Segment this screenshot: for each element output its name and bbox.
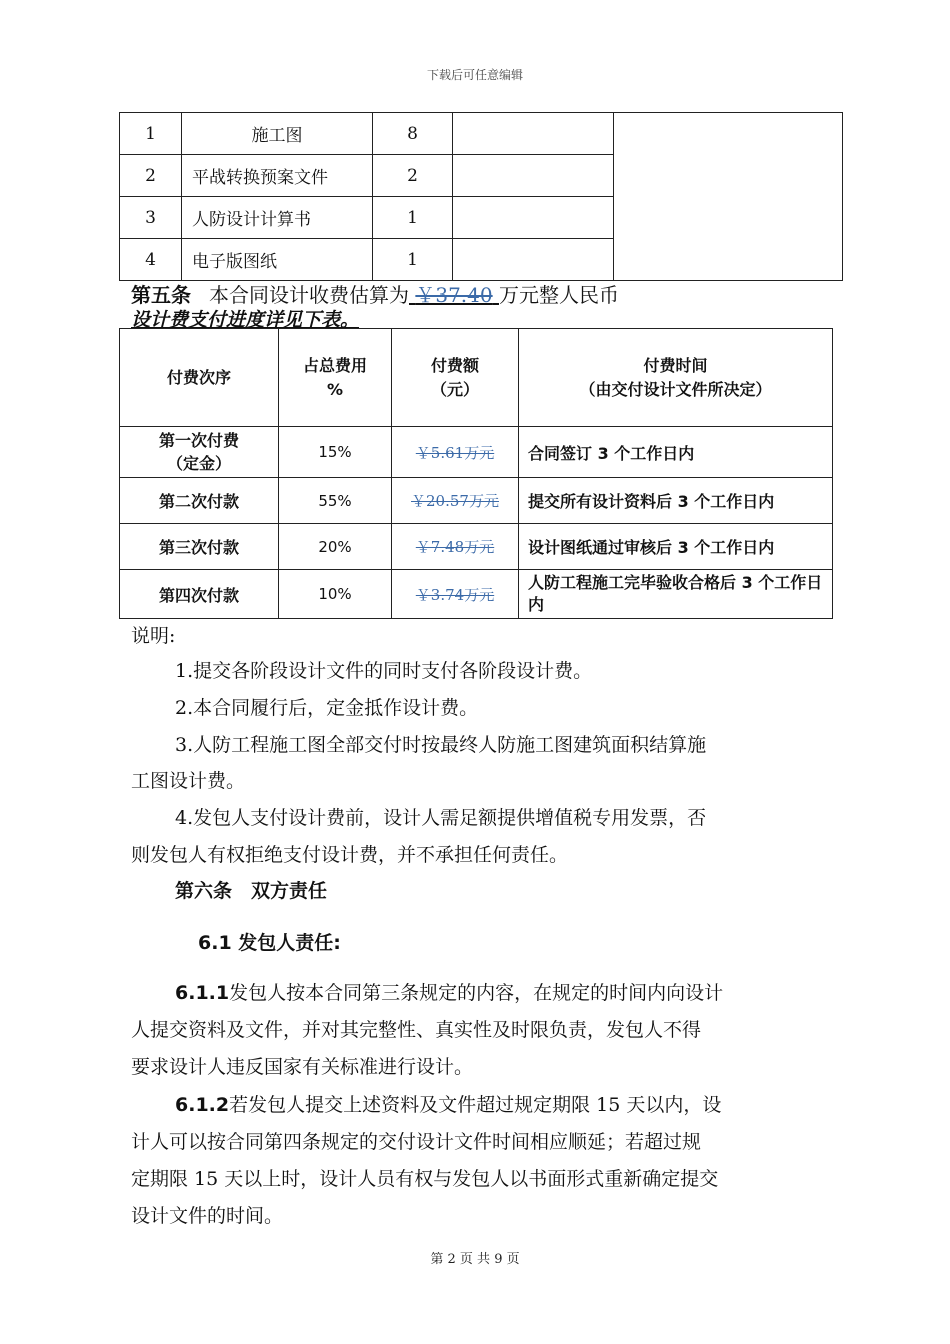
notes-title: 说明: [131,625,176,647]
payment-order: 第二次付款 [120,478,279,524]
fee-amount: ￥37.40 [415,283,493,307]
payment-amount: ￥20.57万元 [392,478,519,524]
clause-5-fee-estimate [131,279,619,308]
paragraph-number: 6.1.1 [175,982,230,1004]
table-header-row [120,329,833,427]
payment-percent: 20% [279,524,392,570]
row-number: 1 [120,113,182,155]
note-item-continued: 则发包人有权拒绝支付设计费，并不承担任何责任。 [131,844,569,866]
paragraph-6-1-2-line: 计人可以按合同第四条规定的交付设计文件时间相应顺延；若超过规 [131,1131,702,1153]
clause-6-title: 第六条 双方责任 [175,880,328,902]
clause-5-text-after: 万元整人民币 [498,283,619,307]
page-footer: 第 2 页 共 9 页 [430,1252,520,1267]
document-quantity: 1 [373,197,453,239]
row-number: 3 [120,197,182,239]
deliverables-table [119,112,843,281]
paragraph-number: 6.1.2 [175,1094,230,1116]
empty-cell [453,239,614,281]
document-name: 人防设计计算书 [182,197,373,239]
clause-5-number: 第五条 [131,283,191,307]
document-quantity: 1 [373,239,453,281]
paragraph-6-1-1-line: 人提交资料及文件，并对其完整性、真实性及时限负责，发包人不得 [131,1019,702,1041]
paragraph-6-1-1-line: 要求设计人违反国家有关标准进行设计。 [131,1056,474,1078]
page-header-note: 下载后可任意编辑 [426,68,523,82]
payment-amount: ￥3.74万元 [392,570,519,619]
empty-cell [453,155,614,197]
table-row [120,427,833,478]
empty-cell [453,197,614,239]
note-item: 3.人防工程施工图全部交付时按最终人防施工图建筑面积结算施 [175,734,707,756]
payment-order: 第一次付费 （定金） [120,427,279,478]
document-name: 平战转换预案文件 [182,155,373,197]
payment-time: 提交所有设计资料后 3 个工作日内 [519,478,833,524]
paragraph-6-1-1-line: 6.1.1发包人按本合同第三条规定的内容，在规定的时间内向设计 [175,982,724,1004]
clause-5-text: 本合同设计收费估算为 [209,283,409,307]
payment-time: 设计图纸通过审核后 3 个工作日内 [519,524,833,570]
header-order: 付费次序 [120,329,279,427]
note-item: 2.本合同履行后，定金抵作设计费。 [175,697,479,719]
document-quantity: 8 [373,113,453,155]
row-number: 2 [120,155,182,197]
payment-percent: 15% [279,427,392,478]
document-name: 电子版图纸 [182,239,373,281]
paragraph-6-1-2-line: 定期限 15 天以上时，设计人员有权与发包人以书面形式重新确定提交 [131,1168,719,1190]
section-6-1-title: 6.1 发包人责任: [198,932,341,954]
document-name: 施工图 [182,113,373,155]
paragraph-6-1-2-line: 设计文件的时间。 [131,1205,284,1227]
payment-amount: ￥7.48万元 [392,524,519,570]
header-percent: 占总费用 % [279,329,392,427]
payment-schedule-table [119,328,833,619]
table-row [120,478,833,524]
payment-amount: ￥5.61万元 [392,427,519,478]
payment-order: 第四次付款 [120,570,279,619]
payment-order: 第三次付款 [120,524,279,570]
table-row [120,524,833,570]
note-item: 4.发包人支付设计费前，设计人需足额提供增值税专用发票，否 [175,807,707,829]
payment-time: 合同签订 3 个工作日内 [519,427,833,478]
document-quantity: 2 [373,155,453,197]
table-row [120,570,833,619]
row-number: 4 [120,239,182,281]
note-item-continued: 工图设计费。 [131,770,246,792]
payment-time: 人防工程施工完毕验收合格后 3 个工作日内 [519,570,833,619]
note-item: 1.提交各阶段设计文件的同时支付各阶段设计费。 [175,660,593,682]
payment-percent: 10% [279,570,392,619]
empty-cell [453,113,614,155]
header-amount: 付费额 （元） [392,329,519,427]
merged-empty-cell [614,113,843,281]
payment-percent: 55% [279,478,392,524]
header-time: 付费时间 （由交付设计文件所决定） [519,329,833,427]
paragraph-6-1-2-line: 6.1.2若发包人提交上述资料及文件超过规定期限 15 天以内，设 [175,1094,722,1116]
table-row [120,113,843,155]
payment-schedule-subtitle: 设计费支付进度详见下表。 [131,309,360,331]
